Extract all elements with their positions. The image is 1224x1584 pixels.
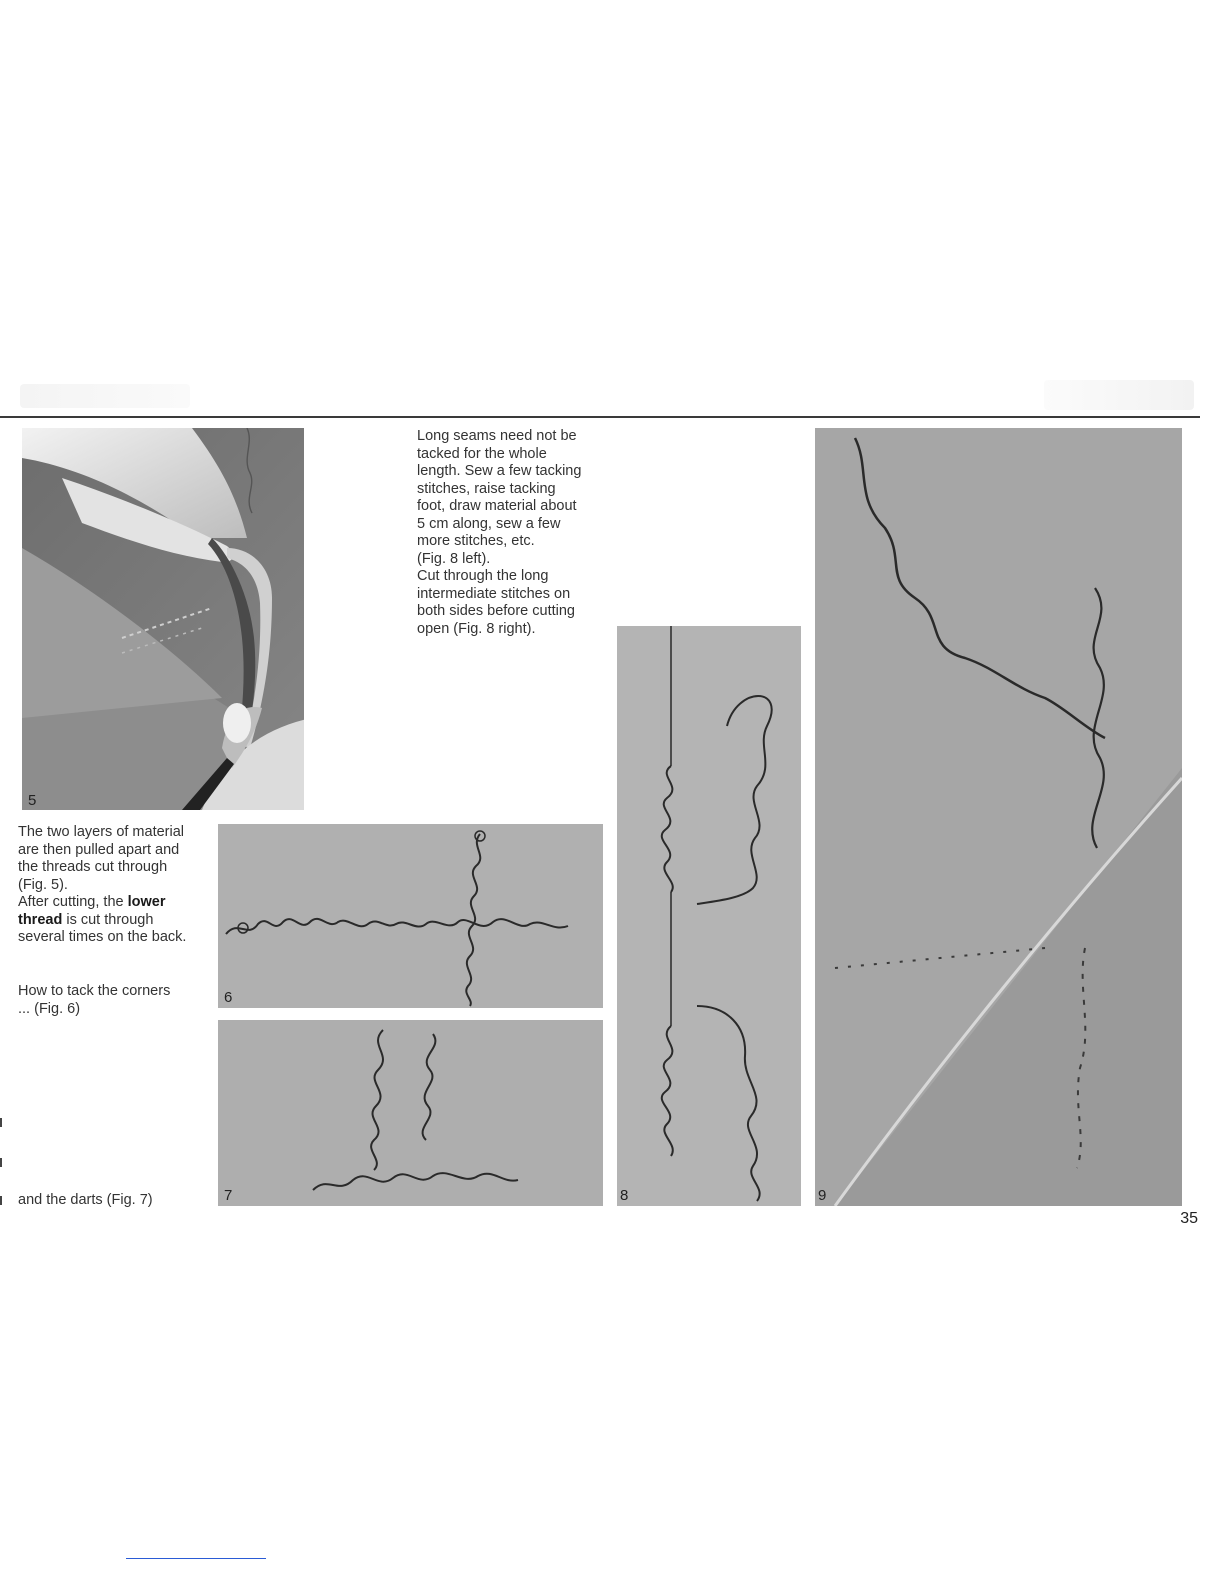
caption-line: After cutting, the lower [18, 894, 166, 910]
footnote-rule [126, 1558, 266, 1559]
caption-line: Cut through the long [417, 568, 549, 584]
caption-line: foot, draw material about [417, 498, 577, 514]
caption-line: How to tack the corners [18, 983, 171, 999]
caption-line: tacked for the whole [417, 445, 547, 462]
fig6-label: 6 [224, 989, 233, 1006]
caption-line: length. Sew a few tacking [417, 463, 582, 479]
caption-line: 5 cm along, sew a few [417, 515, 561, 532]
fig8-label: 8 [620, 1187, 629, 1204]
caption-line: open (Fig. 8 right). [417, 620, 536, 637]
caption-line: ... (Fig. 6) [18, 1000, 81, 1017]
caption-line: intermediate stitches on [417, 585, 571, 602]
caption-line: (Fig. 5). [18, 876, 68, 893]
caption-line: are then pulled apart and [18, 841, 180, 858]
caption-line: and the darts (Fig. 7) [18, 1192, 153, 1208]
header-rule [0, 416, 1200, 418]
caption-line: several times on the back. [18, 929, 187, 945]
faded-header-right [1044, 380, 1194, 410]
edge-mark [0, 1118, 2, 1127]
caption-line: stitches, raise tacking [417, 480, 556, 497]
fig5-caption [18, 824, 213, 947]
page-number: 35 [1180, 1210, 1198, 1227]
caption-line: both sides before cutting [417, 603, 575, 619]
fig6-caption [18, 983, 213, 1018]
caption-line: the threads cut through [18, 859, 168, 875]
edge-mark [0, 1196, 2, 1205]
caption-line: (Fig. 8 left). [417, 550, 491, 567]
fig8-caption [417, 428, 617, 638]
fig5-photo [22, 428, 386, 810]
edge-mark [0, 1158, 2, 1167]
fig8-photo [617, 626, 801, 1206]
fig7-caption [18, 1192, 213, 1210]
faded-header-left [20, 384, 190, 408]
fig9-photo [815, 428, 1182, 1206]
fig5-label: 5 [28, 792, 37, 809]
fig7-photo [218, 1020, 603, 1206]
fig7-label: 7 [224, 1187, 233, 1204]
fig6-photo [218, 824, 603, 1008]
caption-line: Long seams need not be [417, 428, 577, 444]
caption-line: The two layers of material [18, 824, 185, 840]
caption-line: more stitches, etc. [417, 533, 535, 549]
caption-line: thread is cut through [18, 911, 154, 928]
fig9-label: 9 [818, 1187, 827, 1204]
